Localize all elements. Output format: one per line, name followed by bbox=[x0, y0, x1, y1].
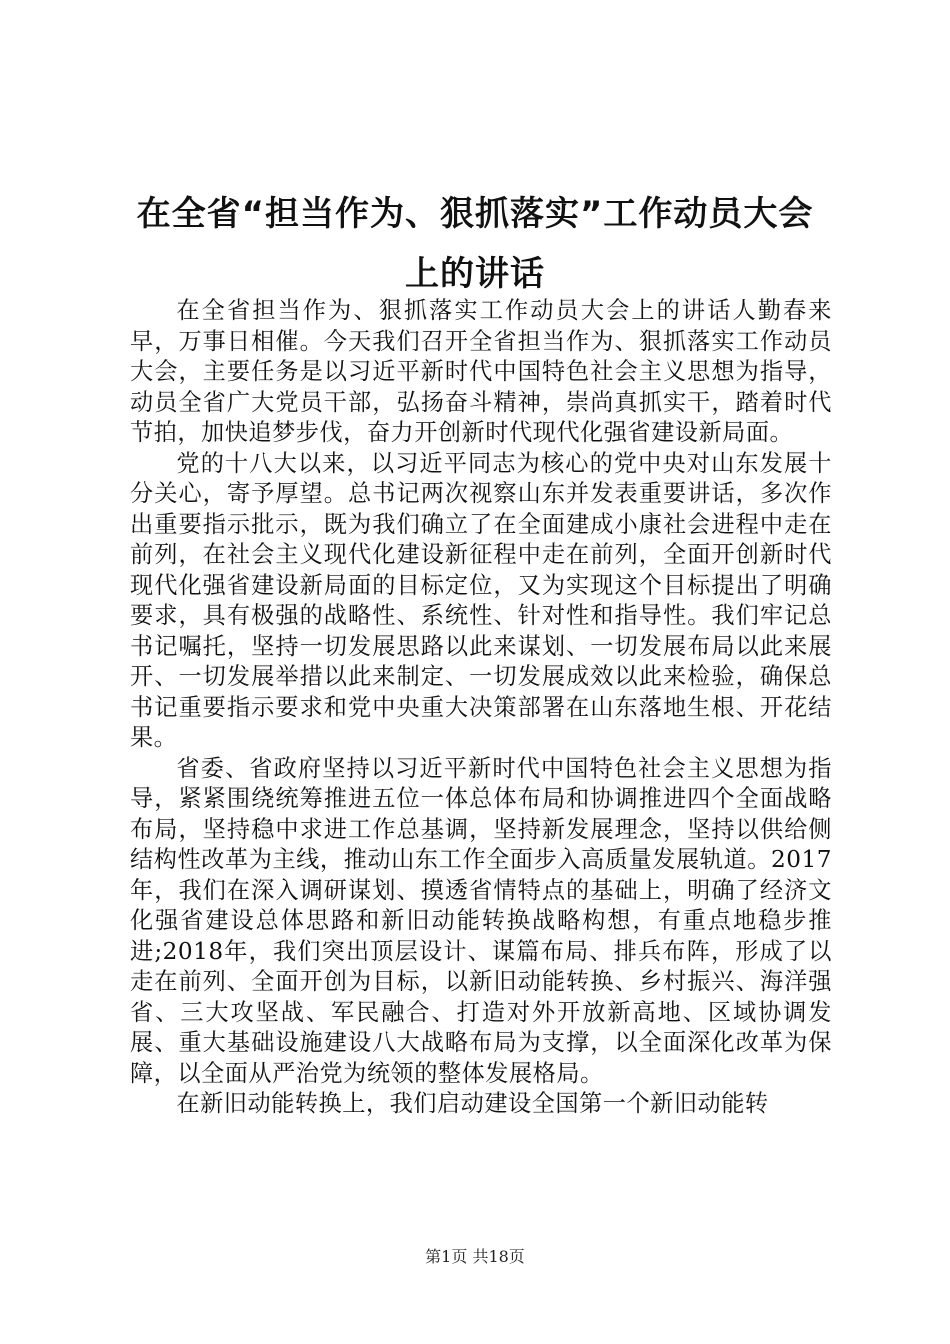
document-title-line-2: 上的讲话 bbox=[405, 254, 545, 294]
body-paragraph: 在全省担当作为、狠抓落实工作动员大会上的讲话人勤春来早，万事日相催。今天我们召开全省担当作为、狠抓落实工作动员大会，主要任务是以习近平新时代中国特色社会主义思想为指导，动员全省广大党员干部，弘扬奋斗精神，崇尚真抓实干，踏着时代节拍，加快追梦步伐，奋力开创新时代现代化强省建设新局面。 bbox=[130, 297, 832, 446]
page-number-footer: 第1页 共18页 bbox=[425, 1247, 525, 1266]
document-body bbox=[130, 296, 832, 1120]
body-paragraph: 省委、省政府坚持以习近平新时代中国特色社会主义思想为指导，紧紧围绕统筹推进五位一体总体布局和协调推进四个全面战略布局，坚持稳中求进工作总基调，坚持新发展理念，坚持以供给侧结构性改革为主线，推动山东工作全面步入高质量发展轨道。2017年，我们在深入调研谋划、摸透省情特点的基础上，明确了经济文化强省建设总体思路和新旧动能转换战略构想，有重点地稳步推进;2018年，我们突出顶层设计、谋篇布局、排兵布阵，形成了以走在前列、全面开创为目标，以新旧动能转换、乡村振兴、海洋强省、三大攻坚战、军民融合、打造对外开放新高地、区域协调发展、重大基础设施建设八大战略布局为支撑，以全面深化改革为保障，以全面从严治党为统领的整体发展格局。 bbox=[130, 754, 832, 1087]
body-paragraph: 在新旧动能转换上，我们启动建设全国第一个新旧动能转 bbox=[176, 1090, 769, 1117]
document-title-line-1: 在全省“担当作为、狠抓落实”工作动员大会 bbox=[136, 194, 814, 234]
body-paragraph: 党的十八大以来，以习近平同志为核心的党中央对山东发展十分关心，寄予厚望。总书记两次视察山东并发表重要讲话，多次作出重要指示批示，既为我们确立了在全面建成小康社会进程中走在前列，在社会主义现代化建设新征程中走在前列，全面开创新时代现代化强省建设新局面的目标定位，又为实现这个目标提出了明确要求，具有极强的战略性、系统性、针对性和指导性。我们牢记总书记嘱托，坚持一切发展思路以此来谋划、一切发展布局以此来展开、一切发展举措以此来制定、一切发展成效以此来检验，确保总书记重要指示要求和党中央重大决策部署在山东落地生根、开花结果。 bbox=[130, 449, 832, 751]
